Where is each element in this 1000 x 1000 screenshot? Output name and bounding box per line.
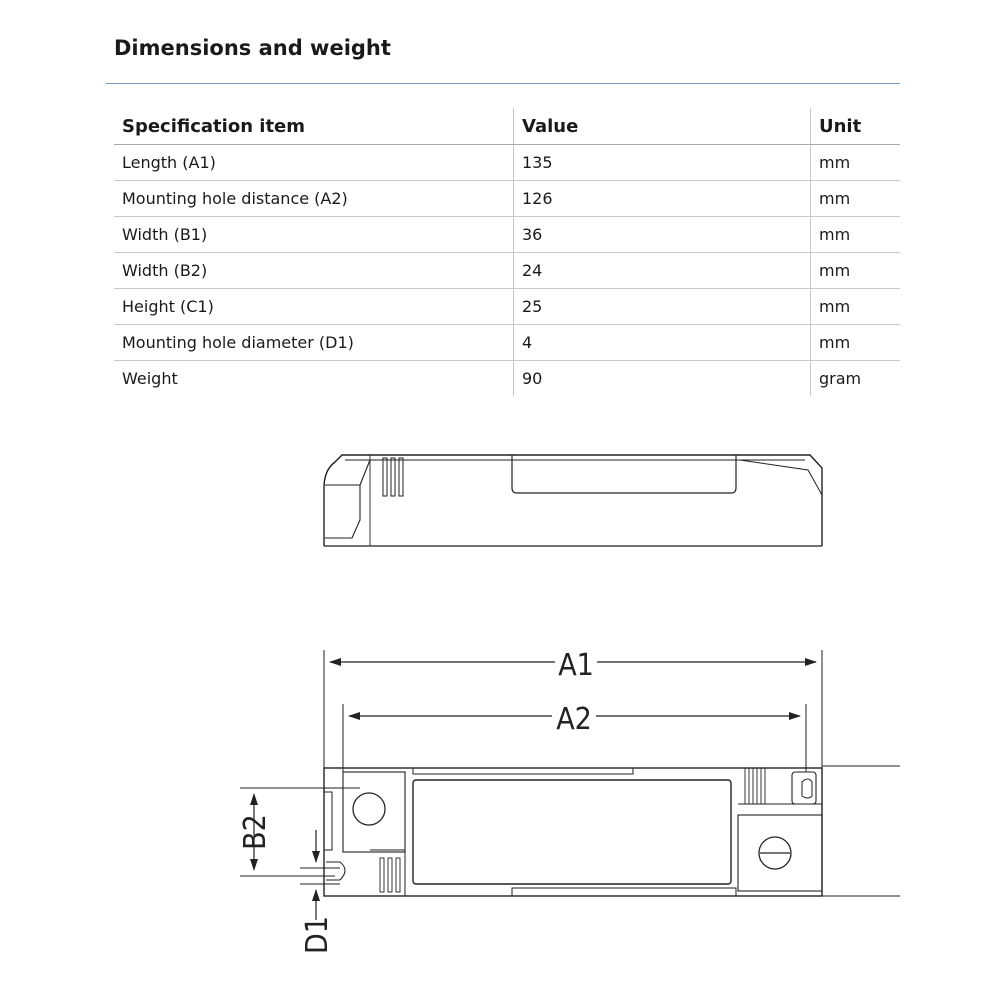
row-unit: mm: [811, 181, 901, 217]
row-item: Weight: [122, 369, 178, 388]
dimension-label-b2: B2: [238, 814, 273, 850]
row-unit: mm: [811, 145, 901, 181]
dimension-label-a2: A2: [556, 702, 592, 737]
dimension-label-a1: A1: [558, 648, 594, 683]
row-unit: mm: [811, 289, 901, 325]
row-value: 24: [514, 253, 811, 289]
row-unit: gram: [811, 361, 901, 397]
dimension-label-d1: D1: [300, 916, 335, 954]
row-item: Mounting hole distance (A2): [114, 181, 514, 217]
header-spec-item: Specification item: [114, 108, 514, 145]
row-item: Length (A1): [114, 145, 514, 181]
row-value: 36: [514, 217, 811, 253]
row-unit: mm: [811, 217, 901, 253]
side-view-drawing: [324, 455, 822, 546]
row-unit: mm: [811, 253, 901, 289]
header-unit: Unit: [811, 108, 901, 145]
row-item: Width (B1): [114, 217, 514, 253]
row-unit: mm: [811, 325, 901, 361]
header-value: Value: [514, 108, 811, 145]
top-view-drawing: [324, 768, 822, 896]
row-item: Height (C1): [114, 289, 514, 325]
row-value: 25: [514, 289, 811, 325]
row-value: 90: [514, 361, 811, 397]
row-item: Mounting hole diameter (D1): [114, 325, 514, 361]
row-value: 4: [514, 325, 811, 361]
section-title: Dimensions and weight: [114, 36, 391, 60]
row-value: 126: [514, 181, 811, 217]
row-value: 135: [514, 145, 811, 181]
row-item: Width (B2): [114, 253, 514, 289]
